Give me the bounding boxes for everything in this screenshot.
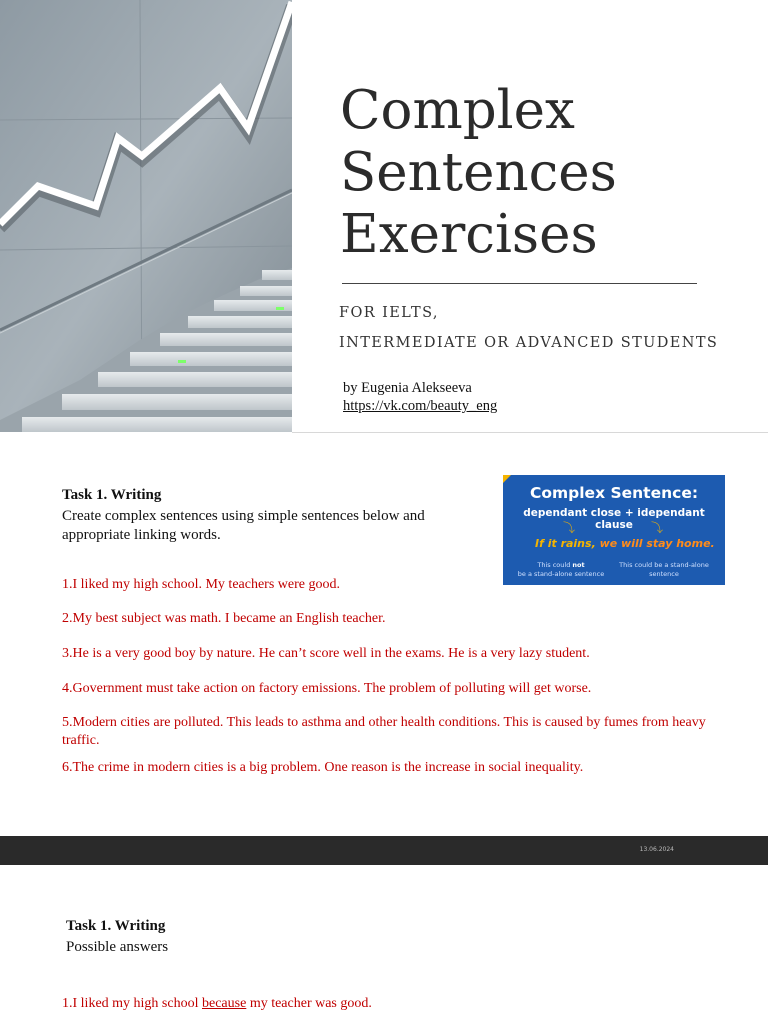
exercise-item: 2.My best subject was math. I became an English teacher.: [62, 611, 386, 626]
exercise-item: 4.Government must take action on factory emissions. The problem of polluting will get worse.: [62, 681, 592, 696]
byline: [343, 379, 497, 415]
subtitle-line-2: INTERMEDIATE OR ADVANCED STUDENTS: [339, 335, 719, 351]
task-instruction: Create complex sentences using simple sentences below and appropriate linking words.: [62, 508, 425, 543]
exercise-item: 5.Modern cities are polluted. This leads to asthma and other health conditions. This is caused by fumes from heavy traffic.: [62, 715, 706, 748]
title-line-3: Exercises: [340, 204, 598, 265]
complex-sentence-info-box: [503, 475, 725, 585]
answer-item: [62, 996, 372, 1012]
info-box-example: [535, 537, 715, 550]
linking-word: because: [202, 996, 247, 1011]
independent-clause-example: we will stay home.: [595, 537, 715, 550]
title-divider: [342, 283, 697, 284]
note-left-post: be a stand-alone sentence: [517, 570, 605, 578]
note-left-bold: not: [572, 561, 585, 569]
curved-arrow-icon: ⤵: [563, 521, 576, 535]
title-line-1: Complex: [340, 80, 575, 141]
footer-date: 13.06.2024: [639, 846, 674, 853]
cover-photo: [0, 0, 292, 432]
title-line-2: Sentences: [340, 142, 617, 203]
info-box-formula: dependant close + idependant clause: [523, 507, 705, 531]
task-slide: [0, 433, 768, 836]
exercise-item: 3.He is a very good boy by nature. He can’t score well in the exams. He is a very lazy student.: [62, 646, 590, 661]
answers-slide: [0, 865, 768, 1024]
answers-subheading: Possible answers: [66, 939, 169, 955]
note-left-pre: This could: [537, 561, 573, 569]
dependent-clause-example: If it rains,: [535, 537, 596, 550]
cover-subtitle: [339, 298, 759, 358]
info-box-title: Complex Sentence:: [529, 484, 699, 502]
answer-pre: 1.I liked my high school: [62, 996, 202, 1011]
exercise-item: 1.I liked my high school. My teachers were good.: [62, 577, 340, 592]
rising-graph-staircase-icon: [0, 0, 292, 432]
answers-heading: Task 1. Writing: [66, 918, 166, 934]
cover-slide: [0, 0, 768, 432]
curved-arrow-icon: ⤵: [651, 521, 664, 535]
corner-accent: [503, 475, 511, 483]
independent-note: This could be a stand-alone sentence: [619, 561, 709, 578]
author-link[interactable]: https://vk.com/beauty_eng: [343, 398, 498, 414]
cover-title: [340, 80, 740, 266]
answer-post: my teacher was good.: [246, 996, 372, 1011]
exercise-item: 6.The crime in modern cities is a big problem. One reason is the increase in social inequality.: [62, 760, 584, 775]
slide-footer-bar: [0, 836, 768, 865]
task-heading: Task 1. Writing: [62, 487, 162, 503]
subtitle-line-1: FOR IELTS,: [339, 305, 439, 321]
author-name: by Eugenia Alekseeva: [343, 380, 472, 396]
